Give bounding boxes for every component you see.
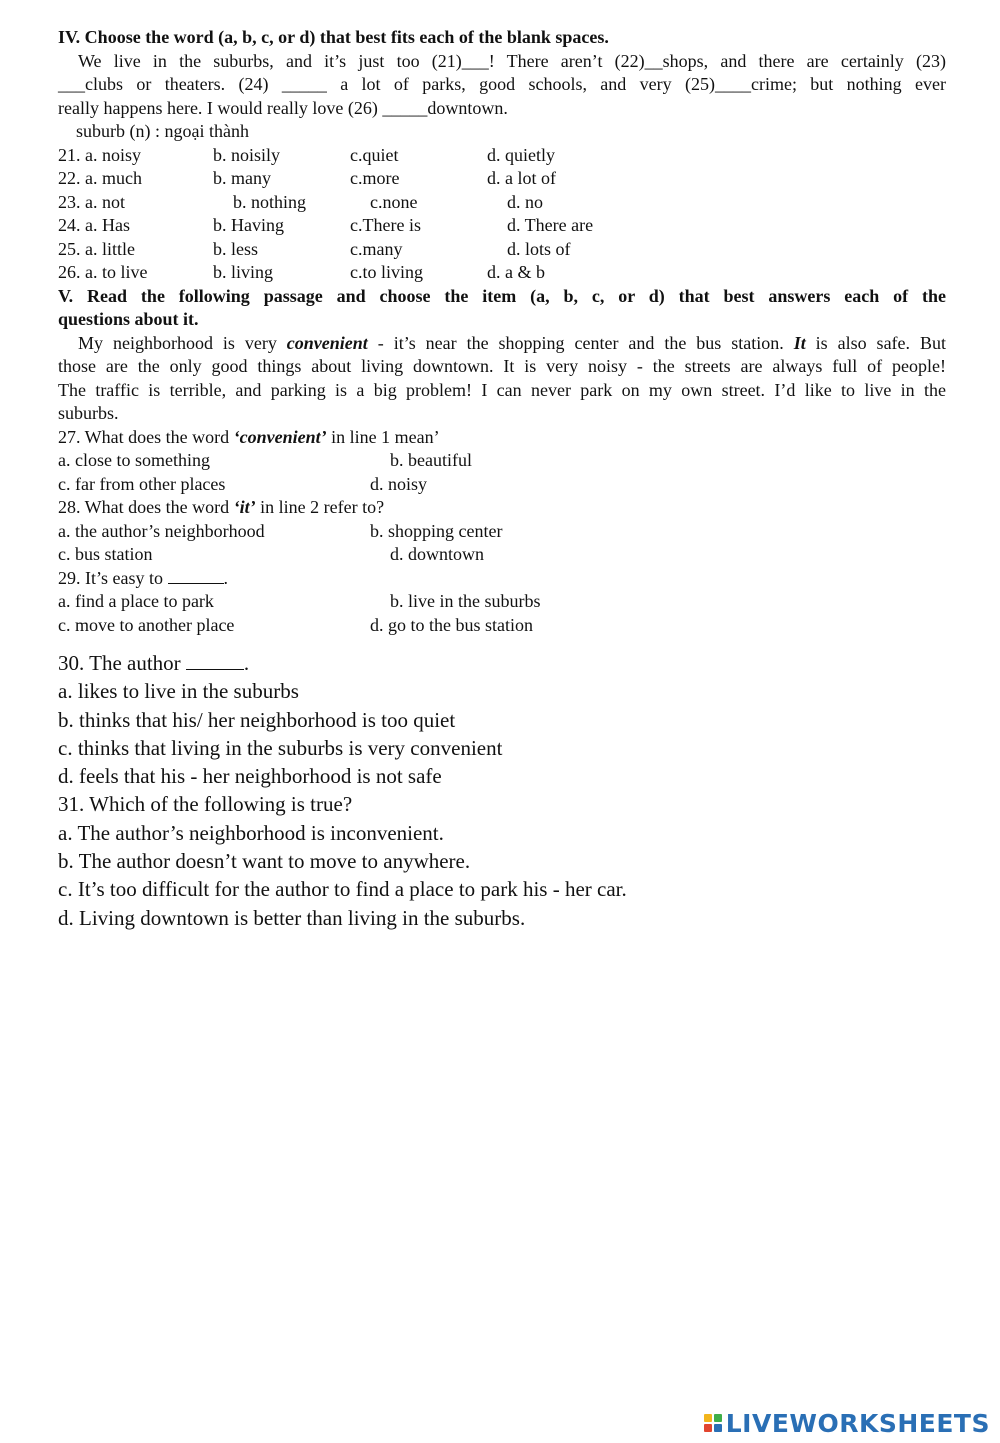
question-23	[58, 191, 946, 215]
liveworksheets-brand	[704, 1409, 990, 1437]
option-d[interactable]: d. downtown	[390, 544, 484, 564]
passage-line: really happens here. I would really love (26) _____downtown.	[58, 97, 508, 118]
option-b[interactable]: b. noisily	[213, 144, 281, 165]
option-d[interactable]: d. quietly	[487, 144, 555, 165]
section-5-heading-cont: questions about it.	[58, 309, 199, 329]
option-c[interactable]: c. far from other places	[58, 473, 226, 494]
question-31-stem: 31. Which of the following is true?	[58, 792, 353, 817]
passage-line: ___clubs or theaters. (24) _____ a lot of parks, good schools, and very (25)____crime; but nothing ever	[58, 74, 946, 94]
option-b[interactable]: b. live in the suburbs	[390, 591, 541, 611]
reading-line: those are the only good things about living downtown. It is very noisy - the streets are always full of people!	[58, 356, 946, 376]
question-28-stem: 28. What does the word ‘it’ in line 2 refer to?	[58, 497, 385, 517]
option-d[interactable]: d. a & b	[487, 262, 545, 282]
option-b[interactable]: b. The author doesn’t want to move to anywhere.	[58, 849, 471, 874]
option-d[interactable]: d. noisy	[370, 473, 428, 494]
passage-line: We live in the suburbs, and it’s just too (21)___! There aren’t (22)__shops, and there are certainly (23)	[78, 50, 946, 71]
option-c[interactable]: c. bus station	[58, 544, 153, 564]
vocab-note: suburb (n) : ngoại thành	[76, 121, 249, 141]
option-a[interactable]: a. The author’s neighborhood is inconvenient.	[58, 820, 444, 845]
reading-line: My neighborhood is very convenient - it’s near the shopping center and the bus station. It is also safe. But	[78, 332, 946, 353]
option-b[interactable]: b. shopping center	[370, 520, 503, 541]
question-29-cd	[58, 614, 946, 638]
option-b[interactable]: b. thinks that his/ her neighborhood is too quiet	[58, 707, 456, 732]
question-28-ab	[58, 520, 946, 544]
answer-blank[interactable]	[186, 653, 244, 670]
question-26	[58, 261, 946, 285]
option-b[interactable]: b. living	[213, 262, 274, 282]
option-d[interactable]: d. a lot of	[487, 168, 556, 188]
option-a[interactable]: a. likes to live in the suburbs	[58, 679, 299, 704]
option-d[interactable]: d. lots of	[507, 238, 571, 259]
question-27-cd	[58, 473, 946, 497]
option-c[interactable]: c.more	[350, 168, 400, 188]
option-c[interactable]: c.many	[350, 238, 403, 259]
option-a[interactable]: 24. a. Has	[58, 215, 130, 235]
option-a[interactable]: 23. a. not	[58, 191, 125, 212]
question-29-stem: 29. It’s easy to .	[58, 567, 228, 588]
option-b[interactable]: b. less	[213, 238, 258, 259]
option-a[interactable]: a. the author’s neighborhood	[58, 520, 265, 541]
option-d[interactable]: d. Living downtown is better than living in the suburbs.	[58, 905, 526, 930]
question-27-stem: 27. What does the word ‘convenient’ in line 1 mean’	[58, 426, 440, 447]
question-29-ab	[58, 590, 946, 614]
option-a[interactable]: 21. a. noisy	[58, 144, 141, 165]
reading-line: The traffic is terrible, and parking is a big problem! I can never park on my own street. I’d like to live in the	[58, 379, 946, 400]
option-c[interactable]: c. move to another place	[58, 614, 235, 635]
option-d[interactable]: d. feels that his - her neighborhood is not safe	[58, 764, 442, 789]
option-a[interactable]: 22. a. much	[58, 168, 142, 188]
question-21	[58, 144, 946, 168]
option-a[interactable]: a. close to something	[58, 450, 210, 470]
option-c[interactable]: c.none	[370, 191, 418, 212]
questions-30-31	[58, 649, 946, 932]
option-a[interactable]: 26. a. to live	[58, 262, 148, 282]
brand-name: LIVEWORKSHEETS	[725, 1408, 990, 1438]
option-b[interactable]: b. Having	[213, 215, 284, 235]
section-5-heading: V. Read the following passage and choose the item (a, b, c, or d) that best answers each of the	[58, 285, 946, 306]
option-d[interactable]: d. go to the bus station	[370, 614, 533, 635]
option-a[interactable]: 25. a. little	[58, 238, 135, 259]
option-c[interactable]: c.quiet	[350, 144, 399, 165]
option-b[interactable]: b. beautiful	[390, 450, 472, 470]
option-c[interactable]: c.There is	[350, 215, 421, 235]
question-22	[58, 167, 946, 191]
question-30-stem: 30. The author .	[58, 651, 250, 675]
reading-line: suburbs.	[58, 403, 119, 423]
question-27-ab	[58, 449, 946, 473]
question-28-cd	[58, 543, 946, 567]
option-a[interactable]: a. find a place to park	[58, 591, 214, 611]
option-b[interactable]: b. many	[213, 168, 271, 188]
question-25	[58, 238, 946, 262]
liveworksheets-logo-icon	[704, 1414, 722, 1432]
option-b[interactable]: b. nothing	[233, 191, 307, 212]
option-c[interactable]: c. thinks that living in the suburbs is very convenient	[58, 735, 503, 760]
option-d[interactable]: d. no	[507, 191, 543, 212]
option-c[interactable]: c.to living	[350, 262, 423, 282]
answer-blank[interactable]	[168, 567, 224, 584]
worksheet	[58, 26, 946, 932]
question-24	[58, 214, 946, 238]
section-4-heading: IV. Choose the word (a, b, c, or d) that best fits each of the blank spaces.	[58, 27, 609, 47]
option-d[interactable]: d. There are	[507, 215, 594, 235]
option-c[interactable]: c. It’s too difficult for the author to find a place to park his - her car.	[58, 877, 627, 902]
